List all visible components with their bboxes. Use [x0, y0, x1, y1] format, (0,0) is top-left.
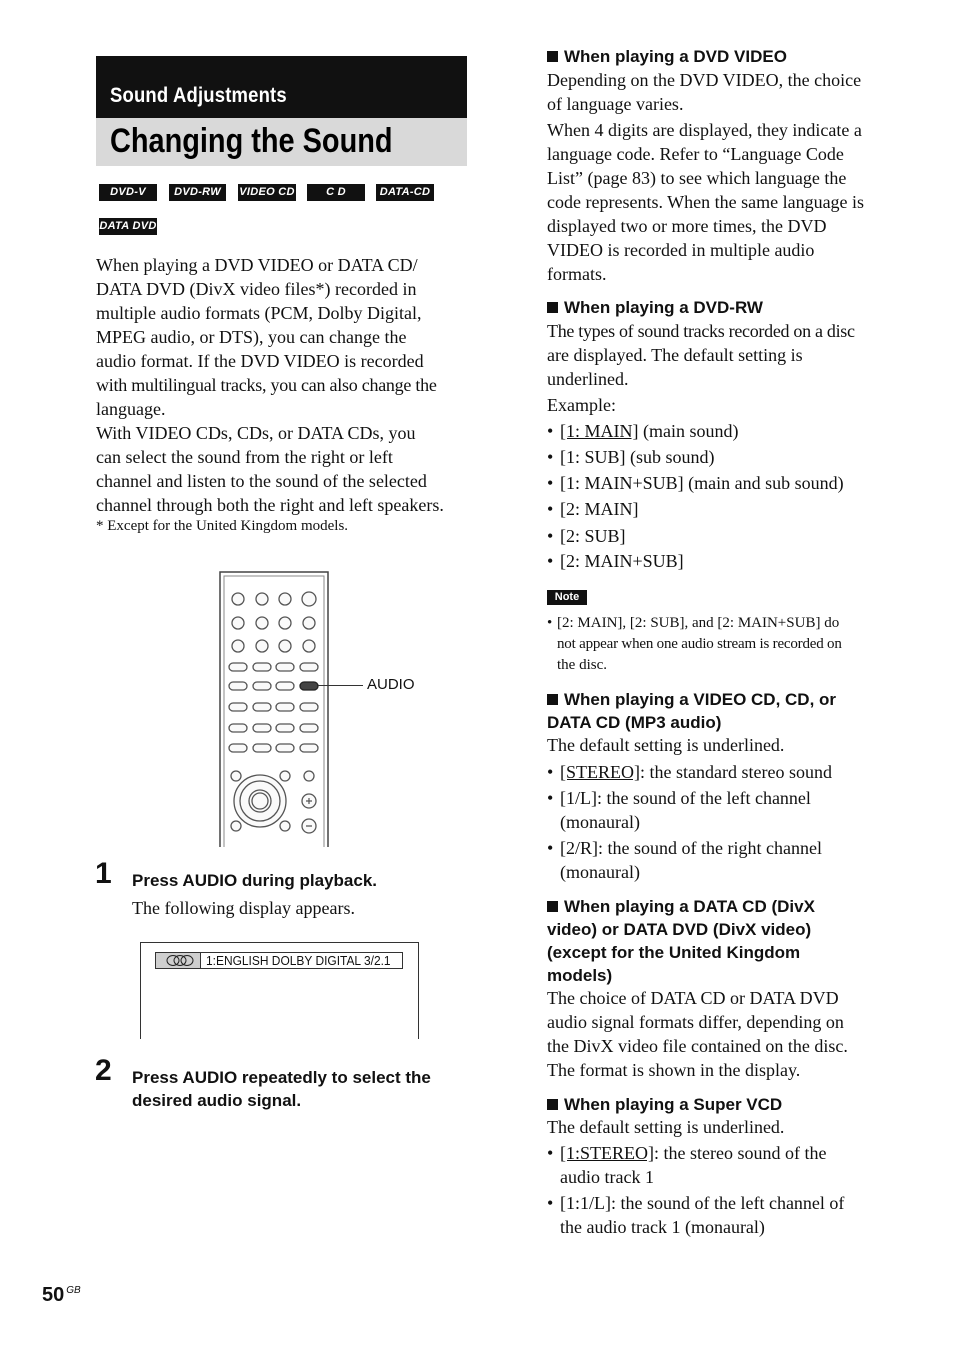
text-line: The choice of DATA CD or DATA DVD: [547, 988, 839, 1008]
badge-data-dvd: DATA DVD: [99, 218, 157, 235]
badge-video-cd: VIDEO CD: [238, 184, 296, 201]
intro-line: language.: [96, 399, 166, 419]
text-line: the DivX video file contained on the disc.: [547, 1036, 848, 1056]
list-item: • [2: SUB]: [547, 526, 626, 546]
intro-line: multiple audio formats (PCM, Dolby Digital,: [96, 303, 422, 323]
heading-text: When playing a Super VCD: [564, 1095, 783, 1114]
data-cd-text: [547, 986, 848, 1082]
heading-text: video) or DATA DVD (DivX video): [547, 920, 812, 939]
item-text: [2/R]: the sound of the right channel: [560, 838, 822, 858]
super-vcd-text: The default setting is underlined.: [547, 1117, 785, 1137]
list-item: • [1: MAIN+SUB] (main and sub sound): [547, 473, 844, 493]
text-line: Depending on the DVD VIDEO, the choice: [547, 70, 862, 90]
note-badge: Note: [547, 590, 587, 605]
page-suffix: GB: [66, 1285, 81, 1297]
text-line: audio signal formats differ, depending on: [547, 1012, 844, 1032]
intro-line: With VIDEO CDs, CDs, or DATA CDs, you: [96, 423, 416, 443]
item-text: [2: SUB]: [560, 526, 626, 546]
step-title: [132, 1066, 431, 1112]
display-text: 1:ENGLISH DOLBY DIGITAL 3/2.1: [206, 953, 391, 968]
audio-leader-line: [318, 685, 363, 686]
item-text: [1: SUB] (sub sound): [560, 447, 715, 467]
disc-icon: [156, 953, 200, 968]
intro-line: channel through both the right and left speakers.: [96, 495, 444, 515]
step-number: 2: [95, 1054, 112, 1087]
list-item: • [2/R]: the sound of the right channel (monaural): [547, 838, 822, 882]
onscreen-display: [140, 942, 419, 1039]
heading-text: When playing a DVD-RW: [564, 298, 763, 317]
intro-line: audio format. If the DVD VIDEO is recorded: [96, 351, 424, 371]
page-title-bar: [96, 118, 467, 166]
heading-data-cd: [547, 895, 815, 987]
heading-text: (except for the United Kingdom: [547, 943, 801, 962]
intro-line: DATA DVD (DivX video files*) recorded in: [96, 279, 417, 299]
list-item: • [1/L]: the sound of the left channel (monaural): [547, 788, 811, 832]
square-bullet-icon: [547, 901, 558, 912]
display-bar: [155, 952, 403, 969]
text-line: VIDEO is recorded in multiple audio: [547, 240, 815, 260]
intro-line: with multilingual tracks, you can also change the: [96, 375, 437, 395]
list-item: • [2: MAIN]: [547, 499, 639, 519]
item-text: : the stereo sound of the: [654, 1143, 827, 1163]
note-line: not appear when one audio stream is recorded on: [557, 636, 842, 652]
item-text: [1: MAIN+SUB] (main and sub sound): [560, 473, 844, 493]
remote-outline-icon: [219, 571, 329, 847]
step-title-line: Press AUDIO repeatedly to select the: [132, 1068, 431, 1087]
square-bullet-icon: [547, 694, 558, 705]
dvd-video-text: [547, 68, 887, 286]
list-item: • [2: MAIN+SUB]: [547, 551, 684, 571]
audio-label: AUDIO: [367, 676, 415, 693]
heading-dvd-video: [547, 45, 787, 68]
audio-disc-icon: [156, 953, 201, 968]
intro-text: [96, 253, 471, 517]
note-line-text: [2: MAIN], [2: SUB], and [2: MAIN+SUB] do: [557, 615, 840, 631]
video-cd-text: The default setting is underlined.: [547, 735, 785, 755]
heading-dvd-rw: [547, 296, 763, 319]
note-line: • [2: MAIN], [2: SUB], and [2: MAIN+SUB] do: [547, 615, 840, 631]
heading-video-cd: [547, 688, 836, 734]
intro-line: When playing a DVD VIDEO or DATA CD/: [96, 255, 418, 275]
square-bullet-icon: [547, 51, 558, 62]
text-line: List” (page 83) to see which language the: [547, 168, 847, 188]
item-text: [2: MAIN]: [560, 499, 639, 519]
note-line: the disc.: [557, 657, 607, 673]
badge-cd: C D: [307, 184, 365, 201]
underlined-default: [1: MAIN]: [560, 421, 639, 441]
item-text: (monaural): [560, 812, 640, 832]
text-line: language code. Refer to “Language Code: [547, 144, 844, 164]
step-text: The following display appears.: [132, 898, 355, 918]
list-item: • [1: SUB] (sub sound): [547, 447, 715, 467]
page-number-value: 50: [42, 1284, 65, 1306]
list-item: • [1:1/L]: the sound of the left channel of the audio track 1 (monaural): [547, 1193, 845, 1237]
text-line: When 4 digits are displayed, they indicate a: [547, 120, 862, 140]
note-text: [547, 613, 892, 676]
dvd-rw-text: [547, 319, 892, 417]
badge-dvd-rw: DVD-RW: [169, 184, 226, 201]
intro-line: channel and listen to the sound of the selected: [96, 471, 427, 491]
item-text: [1/L]: the sound of the left channel: [560, 788, 811, 808]
square-bullet-icon: [547, 1099, 558, 1110]
text-line: Example:: [547, 395, 616, 415]
item-text: audio track 1: [560, 1167, 654, 1187]
heading-text: When playing a VIDEO CD, CD, or: [564, 690, 837, 709]
text-line: displayed two or more times, the DVD: [547, 216, 827, 236]
step-title-line: desired audio signal.: [132, 1091, 302, 1110]
page-number: [42, 1284, 81, 1307]
item-text: [1:1/L]: the sound of the left channel of: [560, 1193, 845, 1213]
step-number: 1: [95, 857, 112, 890]
heading-text: When playing a DATA CD (DivX: [564, 897, 815, 916]
footnote: * Except for the United Kingdom models.: [96, 518, 349, 534]
badge-data-cd: DATA-CD: [376, 184, 434, 201]
item-text: : the standard stereo sound: [640, 762, 832, 782]
item-text: the audio track 1 (monaural): [560, 1217, 765, 1237]
remote-control-illustration: [219, 571, 329, 847]
underlined-default: [STEREO]: [560, 762, 640, 782]
text-line: underlined.: [547, 369, 629, 389]
section-title: Sound Adjustments: [110, 84, 287, 107]
step-title: Press AUDIO during playback.: [132, 871, 377, 890]
text-line: The format is shown in the display.: [547, 1060, 801, 1080]
heading-text: models): [547, 966, 613, 985]
list-item: • [STEREO]: the standard stereo sound: [547, 762, 832, 782]
text-line: of language varies.: [547, 94, 684, 114]
underlined-default: [1:STEREO]: [560, 1143, 654, 1163]
intro-line: can select the sound from the right or left: [96, 447, 393, 467]
square-bullet-icon: [547, 302, 558, 313]
item-text: (monaural): [560, 862, 640, 882]
item-text: [2: MAIN+SUB]: [560, 551, 684, 571]
page-title: Changing the Sound: [110, 122, 393, 160]
item-text: (main sound): [638, 421, 739, 441]
text-line: are displayed. The default setting is: [547, 345, 803, 365]
list-item: • [1: MAIN] (main sound): [547, 421, 739, 441]
list-item: • [1:STEREO]: the stereo sound of the audio track 1: [547, 1143, 827, 1187]
heading-text: When playing a DVD VIDEO: [564, 47, 787, 66]
text-line: code represents. When the same language is: [547, 192, 865, 212]
intro-line: MPEG audio, or DTS), you can change the: [96, 327, 407, 347]
heading-text: DATA CD (MP3 audio): [547, 713, 722, 732]
text-line: The types of sound tracks recorded on a disc: [547, 321, 855, 341]
badge-dvd-v: DVD-V: [99, 184, 157, 201]
section-header-bar: [96, 56, 467, 118]
heading-super-vcd: [547, 1093, 782, 1116]
text-line: formats.: [547, 264, 607, 284]
